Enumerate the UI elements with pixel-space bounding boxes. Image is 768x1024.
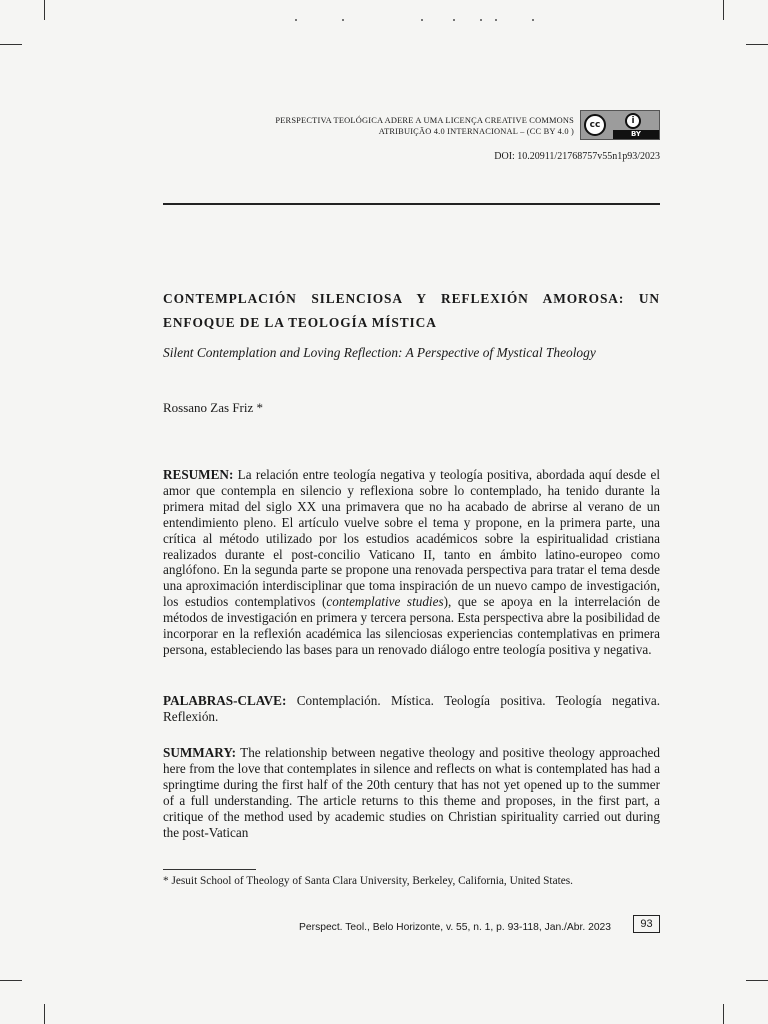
crop-mark — [0, 980, 22, 981]
crop-mark — [723, 1004, 724, 1024]
journal-citation: Perspect. Teol., Belo Horizonte, v. 55, n. 1, p. 93-118, Jan./Abr. 2023 — [299, 922, 611, 933]
crop-mark — [723, 0, 724, 20]
keywords-label: PALABRAS-CLAVE: — [163, 693, 287, 708]
footnote-rule — [163, 869, 256, 870]
keywords-paragraph — [163, 693, 660, 725]
registration-dots — [290, 19, 540, 23]
doi[interactable]: DOI: 10.20911/21768757v55n1p93/2023 — [494, 151, 660, 162]
summary-text: The relationship between negative theology and positive theology approached here from the love that contemplates in silence and reflects on what is contemplated has had a springtime during the first half of the 20th century that has not yet opened up to the summer of a full understanding. The article returns to this theme and proposes, in the first part, a critique of the method used by academic studies on Christian spirituality carried out during the post-Vatican — [163, 745, 660, 840]
footnote: * Jesuit School of Theology of Santa Clara University, Berkeley, California, United States. — [163, 875, 573, 887]
crop-mark — [44, 1004, 45, 1024]
cc-icon: cc — [584, 114, 606, 136]
crop-mark — [0, 44, 22, 45]
license-line-2: ATRIBUIÇÃO 4.0 INTERNACIONAL – (CC BY 4.0 ) — [378, 127, 574, 136]
page-number: 93 — [633, 915, 660, 933]
keywords-text: Contemplación. Mística. Teología positiva. Teología negativa. Reflexión. — [163, 693, 660, 724]
summary-paragraph — [163, 745, 660, 840]
by-label: BY — [613, 130, 659, 139]
crop-mark — [746, 44, 768, 45]
article-subtitle: Silent Contemplation and Loving Reflection: A Perspective of Mystical Theology — [163, 345, 596, 360]
cc-by-badge-icon[interactable] — [580, 110, 660, 140]
resumen-text-italic: contemplative studies — [326, 594, 444, 610]
crop-mark — [44, 0, 45, 20]
attribution-person-icon: i — [625, 113, 641, 129]
license-line-1: PERSPECTIVA TEOLÓGICA ADERE A UMA LICENÇA CREATIVE COMMONS — [275, 116, 574, 125]
crop-mark — [746, 980, 768, 981]
resumen-label: RESUMEN: — [163, 467, 234, 482]
license-notice — [200, 115, 574, 137]
article-title: CONTEMPLACIÓN SILENCIOSA Y REFLEXIÓN AMOROSA: UN ENFOQUE DE LA TEOLOGÍA MÍSTICA — [163, 291, 660, 330]
resumen-paragraph — [163, 467, 660, 658]
summary-label: SUMMARY: — [163, 745, 237, 760]
author: Rossano Zas Friz * — [163, 400, 264, 415]
resumen-text-b: ), que se apoya en la interrelación de métodos de investigación en primera y tercera persona. Esta perspectiva abre la posibilidad de incorporar en la reflexión académica las silenciosas experiencias contemplativas en primera persona, estableciendo las bases para un renovado diálogo entre teología positiva y negativa. — [163, 594, 660, 657]
header-rule — [163, 203, 660, 205]
resumen-text-a: La relación entre teología negativa y teología positiva, abordada aquí desde el amor que contempla en silencio y reflexiona sobre lo contemplado, ha tenido durante la primera mitad del siglo XX una primavera que no ha acabado de abrirse al verano de un entendimiento pleno. El artículo vuelve sobre el tema y propone, en la primera parte, una crítica al método utilizado por los estudios académicos sobre la espiritualidad cristiana realizados durante el post-concilio Vaticano II, tanto en ámbito latino-europeo como anglófono. En la segunda parte se propone una renovada perspectiva para tratar el tema desde una aproximación interdisciplinar que toma inspiración de un nuevo campo de investigación, los estudios contemplativos ( — [163, 467, 660, 610]
